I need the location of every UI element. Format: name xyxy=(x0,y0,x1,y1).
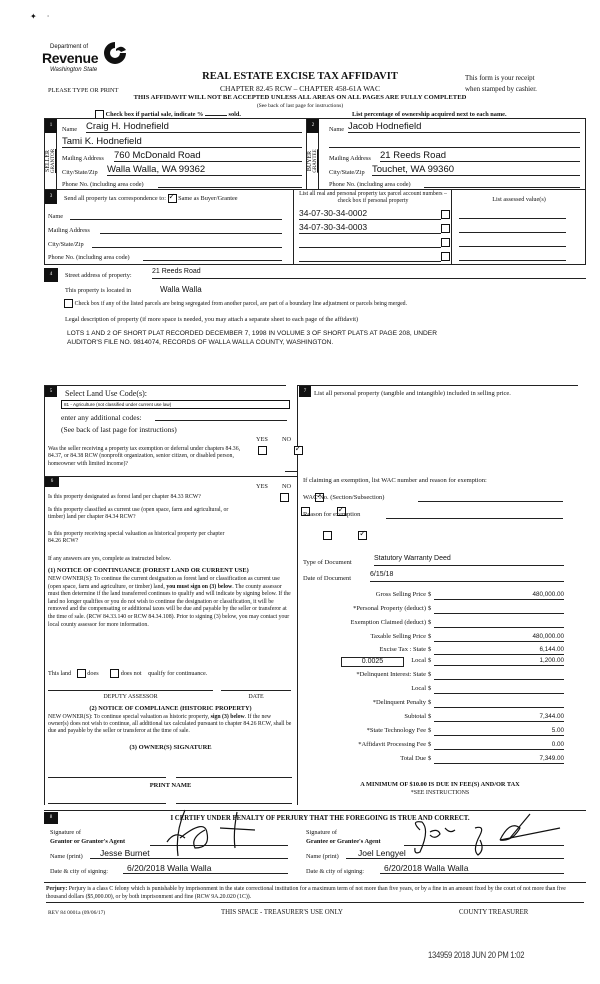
amount-row-excise-local: 0.0025 Local $ 1,200.00 xyxy=(300,657,570,670)
amount-row-gross: Gross Selling Price $ 480,000.00 xyxy=(375,591,564,598)
historical-no-checkbox[interactable] xyxy=(358,531,367,540)
buyer-name-2[interactable] xyxy=(329,136,580,148)
section-2-number: 2 xyxy=(307,119,319,133)
logo-state: Washington State xyxy=(50,67,98,73)
corr-city-field[interactable] xyxy=(92,240,282,248)
assessed-value[interactable] xyxy=(459,236,566,247)
buyer-city[interactable]: Touchet, WA 99360 xyxy=(372,164,580,176)
doc-type-label: Type of Document xyxy=(303,559,352,566)
wac-field[interactable] xyxy=(418,492,563,502)
see-instructions: *SEE INSTRUCTIONS xyxy=(410,790,470,796)
grantee-sig-label-2: Grantee or Grantee's Agent xyxy=(306,838,381,845)
street-label: Street address of property: xyxy=(65,272,132,279)
same-as-buyer-checkbox[interactable] xyxy=(168,194,177,203)
segregated-row: Check box if any of the listed parcels are being segregated from another parcel, are part of a boundary line adjustment or parcels being merged. xyxy=(64,299,584,308)
date-label: DATE xyxy=(248,694,264,700)
assessed-value[interactable] xyxy=(459,222,566,233)
deputy-assessor-signature[interactable] xyxy=(48,683,213,691)
cashier-stamp: 134959 2018 JUN 20 PM 1:02 xyxy=(428,950,525,960)
amount-row-taxable: Taxable Selling Price $ 480,000.00 xyxy=(370,633,564,640)
grantor-date-city[interactable]: 6/20/2018 Walla Walla xyxy=(123,863,288,874)
parcel-row xyxy=(296,236,586,249)
reason-label: Reason for exemption xyxy=(303,511,361,518)
notice1-body: NEW OWNER(S): To continue the current designation as forest land or classification as current use (open space, farm and agriculture, or timber) land, you must sign on (3) below. The county assessor must then determine if the land transferred continues to qualify and will indicate by signing below. If the land no longer qualifies or you do not wish to continue the designation or classification, it will be removed and the compensating or additional taxes will be due and payable by the seller or transferor at the time of sale. (RCW 84.33.140 or RCW 84.34.108). Prior to signing (3) below, you may contact your local county assessor for more information. xyxy=(48,576,291,628)
seller-name-2[interactable]: Tami K. Hodnefield xyxy=(62,136,302,148)
grantor-name[interactable]: Jesse Burnet xyxy=(90,848,288,859)
parcel-row xyxy=(296,222,586,235)
buyer-mailing-label: Mailing Address xyxy=(329,155,371,162)
doc-date-label: Date of Document xyxy=(303,575,352,582)
if-yes-note: If any answers are yes, complete as instructed below. xyxy=(48,556,171,562)
yes-header: YES xyxy=(256,436,268,443)
doc-date-field[interactable]: 6/15/18 xyxy=(370,571,564,582)
grantee-date-city[interactable]: 6/20/2018 Walla Walla xyxy=(380,863,564,874)
grantor-name-label: Name (print) xyxy=(50,853,83,860)
grantee-date-label: Date & city of signing: xyxy=(306,868,365,875)
seller-name-1[interactable]: Craig H. Hodnefield xyxy=(86,121,302,133)
grantee-sig-label-1: Signature of xyxy=(306,829,337,836)
buyer-side-label: BUYER GRANTEE xyxy=(307,133,319,189)
exemption-question: Was the seller receiving a property tax exemption or deferral under chapters 84.36, 84.37, or 84.38 RCW (nonprofit organization, senior citizen, or disabled person, homeowner with limited income)? xyxy=(48,446,241,467)
forest-yes-checkbox[interactable] xyxy=(280,493,289,502)
receipt-note-2: when stamped by cashier. xyxy=(465,85,537,93)
amount-row-processing-fee: *Affidavit Processing Fee $ 0.00 xyxy=(358,741,564,748)
section-8-number: 8 xyxy=(44,812,58,824)
see-back-note: (See back of last page for instructions) xyxy=(256,103,344,109)
section-1-number: 1 xyxy=(45,119,57,133)
receipt-note-1: This form is your receipt xyxy=(465,74,535,82)
corr-name-label: Name xyxy=(48,213,64,220)
form-revision: REV 84 0001a (09/06/17) xyxy=(48,910,106,916)
reason-field[interactable] xyxy=(386,509,563,519)
section-4-number: 4 xyxy=(44,268,58,282)
logo-dept: Department of xyxy=(50,44,89,50)
certify-statement: I CERTIFY UNDER PENALTY OF PERJURY THAT THE FOREGOING IS TRUE AND CORRECT. xyxy=(170,815,470,822)
located-label: This property is located in xyxy=(65,287,132,294)
current-use-question: Is this property classified as current use (open space, farm and agricultural, or timber) land per chapter 84.34 RCW? xyxy=(48,507,229,521)
parcel-number[interactable] xyxy=(299,250,441,262)
no-header: NO xyxy=(282,436,292,443)
print-name-1[interactable] xyxy=(48,798,166,804)
personal-property-checkbox[interactable] xyxy=(441,252,450,261)
amount-row-total-due: Total Due $ 7,349.00 xyxy=(400,755,564,762)
grantor-date-label: Date & city of signing: xyxy=(50,868,109,875)
corr-name-field[interactable] xyxy=(70,212,282,220)
buyer-name-1[interactable]: Jacob Hodnefield xyxy=(348,121,580,133)
does-checkbox[interactable] xyxy=(77,669,86,678)
parcel-number[interactable]: 34-07-30-34-0003 xyxy=(299,222,441,234)
corr-phone-field[interactable] xyxy=(143,253,282,261)
amount-row-excise-state: Excise Tax : State $ 6,144.00 xyxy=(379,646,564,653)
section-3-number: 3 xyxy=(45,190,57,204)
buyer-name-label: Name xyxy=(329,126,345,133)
buyer-mailing[interactable]: 21 Reeds Road xyxy=(380,150,580,162)
continuance-row: This land does does not qualify for continuance. xyxy=(48,669,208,677)
parcel-row xyxy=(296,208,586,221)
amount-row-delinquent-interest-state: *Delinquent Interest: State $ xyxy=(300,671,570,685)
section-6-number: 6 xyxy=(45,477,59,487)
county-treasurer: COUNTY TREASURER xyxy=(459,909,529,916)
seller-phone[interactable] xyxy=(158,178,302,188)
grantor-sig-label-1: Signature of xyxy=(50,829,81,836)
segregated-checkbox[interactable] xyxy=(64,299,73,308)
assessor-date[interactable] xyxy=(221,683,291,691)
parcel-number[interactable]: 34-07-30-34-0002 xyxy=(299,208,441,220)
notice2-title: (2) NOTICE OF COMPLIANCE (HISTORIC PROPERTY) xyxy=(89,705,252,712)
located-county[interactable]: Walla Walla xyxy=(160,285,202,294)
parcel-row xyxy=(296,250,586,263)
seller-name-label: Name xyxy=(62,126,78,133)
historical-yes-checkbox[interactable] xyxy=(323,531,332,540)
scan-marks: ✦ · xyxy=(30,12,50,21)
notice1-title: (1) NOTICE OF CONTINUANCE (FOREST LAND OR CURRENT USE) xyxy=(48,567,249,574)
section-7-number: 7 xyxy=(299,386,311,397)
perjury-notice: Perjury: Perjury is a class C felony which is punishable by imprisonment in the state correctional institution for a maximum term of not more than five years, or by a fine in an amount fixed by the court of not more than five thousand dollars ($5,000.00), or by both imprisonment and fine (RCW 9A.20.020 (1C)). xyxy=(46,885,584,903)
please-type: PLEASE TYPE OR PRINT xyxy=(48,87,119,94)
additional-codes-label: enter any additional codes: xyxy=(61,413,142,422)
does-not-checkbox[interactable] xyxy=(110,669,119,678)
wac-label: WAC No. (Section/Subsection) xyxy=(303,494,385,501)
amount-row-subtotal: Subtotal $ 7,344.00 xyxy=(404,713,564,720)
seller-phone-label: Phone No. (including area code) xyxy=(62,181,144,188)
assessed-header: List assessed value(s) xyxy=(492,196,546,203)
legal-label: Legal description of property (if more space is needed, you may attach a separate sheet to each page of the affidavit) xyxy=(65,316,359,323)
seller-mailing-label: Mailing Address xyxy=(62,155,104,162)
notice2-body: NEW OWNER(S): To continue special valuation as historic property, sign (3) below. If the new owner(s) does not wish to continue, all additional tax calculated pursuant to chapter 84.26 RCW, shall be due and payable by the seller or transferor at the time of sale. xyxy=(48,714,292,734)
grantee-name-label: Name (print) xyxy=(306,853,339,860)
print-name-2[interactable] xyxy=(176,798,292,804)
legal-description-2[interactable]: AUDITOR'S FILE NO. 9814074, RECORDS OF WALLA WALLA COUNTY, WASHINGTON. xyxy=(67,339,334,346)
yes-header: YES xyxy=(256,483,268,490)
personal-property-checkbox[interactable] xyxy=(441,210,450,219)
amount-row-delinquent-interest-local: Local $ xyxy=(300,685,570,699)
additional-codes-field[interactable] xyxy=(155,412,287,421)
personal-property-checkbox[interactable] xyxy=(441,224,450,233)
seller-side-label: SELLER GRANTOR xyxy=(45,133,57,189)
owner-signature-title: (3) OWNER(S) SIGNATURE xyxy=(129,744,212,751)
assessed-value[interactable] xyxy=(459,208,566,219)
warning-banner: THIS AFFIDAVIT WILL NOT BE ACCEPTED UNLESS ALL AREAS ON ALL PAGES ARE FULLY COMPLETED xyxy=(133,94,467,101)
treasurer-use: THIS SPACE - TREASURER'S USE ONLY xyxy=(221,909,343,916)
amount-row-exemption: Exemption Claimed (deduct) $ xyxy=(300,619,570,633)
local-rate-box[interactable]: 0.0025 xyxy=(341,657,404,667)
parcel-number[interactable] xyxy=(299,236,441,248)
dor-logo xyxy=(38,40,128,80)
partial-sale: Check box if partial sale, indicate % sold. xyxy=(95,110,241,119)
dor-swoosh-icon xyxy=(102,40,128,66)
amount-row-personal-property: *Personal Property (deduct) $ xyxy=(300,605,570,619)
doc-type-field[interactable]: Statutory Warranty Deed xyxy=(374,555,564,566)
land-use-label: Select Land Use Code(s): xyxy=(65,389,147,398)
form-chapter: CHAPTER 82.45 RCW – CHAPTER 458-61A WAC xyxy=(220,84,380,93)
minimum-due-note: A MINIMUM OF $10.00 IS DUE IN FEE(S) AND/OR TAX xyxy=(360,781,520,788)
exemption-no-checkbox[interactable] xyxy=(294,446,303,455)
seller-mailing[interactable]: 760 McDonald Road xyxy=(114,150,302,162)
street-address[interactable]: 21 Reeds Road xyxy=(152,268,586,279)
parcels-header: List all real and personal property tax parcel account numbers – check box if personal property xyxy=(299,191,447,204)
land-use-select[interactable]: 81 - Agriculture (not classified under current use law) xyxy=(61,400,290,409)
legal-description-1[interactable]: LOTS 1 AND 2 OF SHORT PLAT RECORDED DECEMBER 7, 1998 IN VOLUME 3 OF SHORT PLATS AT PAGE 208, UNDER xyxy=(67,330,437,337)
personal-property-label: List all personal property (tangible and intangible) included in selling price. xyxy=(314,390,511,397)
owner-signature-2[interactable] xyxy=(176,770,292,778)
owner-signature-1[interactable] xyxy=(48,770,166,778)
forest-land-question: Is this property designated as forest land per chapter 84.33 RCW? xyxy=(48,494,201,500)
historical-question: Is this property receiving special valuation as historical property per chapter 84.26 RCW? xyxy=(48,531,225,545)
corr-mailing-field[interactable] xyxy=(100,226,282,234)
corr-city-label: City/State/Zip xyxy=(48,241,84,248)
print-name-label: PRINT NAME xyxy=(149,782,192,789)
corr-mailing-label: Mailing Address xyxy=(48,227,90,234)
logo-name: Revenue xyxy=(42,50,99,66)
buyer-phone-label: Phone No. (including area code) xyxy=(329,181,411,188)
amount-row-tech-fee: *State Technology Fee $ 5.00 xyxy=(366,727,564,734)
assessed-value[interactable] xyxy=(459,250,566,261)
grantee-name[interactable]: Joel Lengyel xyxy=(346,848,564,859)
section5-see-back: (See back of last page for instructions) xyxy=(61,425,177,434)
ownership-note: List percentage of ownership acquired next to each name. xyxy=(352,111,507,118)
amount-row-delinquent-penalty: *Delinquent Penalty $ xyxy=(300,699,570,713)
seller-city-label: City/State/Zip xyxy=(62,169,98,176)
exemption-yes-checkbox[interactable] xyxy=(258,446,267,455)
correspondence-label: Send all property tax correspondence to: ✓ Same as Buyer/Grantee xyxy=(64,194,238,203)
buyer-phone[interactable] xyxy=(424,178,580,188)
corr-phone-label: Phone No. (including area code) xyxy=(48,254,130,261)
no-header: NO xyxy=(282,483,292,490)
form-title: REAL ESTATE EXCISE TAX AFFIDAVIT xyxy=(202,71,398,82)
buyer-city-label: City/State/Zip xyxy=(329,169,365,176)
section-5-number: 5 xyxy=(45,386,57,397)
personal-property-checkbox[interactable] xyxy=(441,238,450,247)
seller-city[interactable]: Walla Walla, WA 99362 xyxy=(107,164,302,176)
exemption-claim-label: If claiming an exemption, list WAC number and reason for exemption: xyxy=(303,477,487,484)
deputy-assessor-label: DEPUTY ASSESSOR xyxy=(103,694,158,700)
grantor-sig-label-2: Grantor or Grantor's Agent xyxy=(50,838,126,845)
